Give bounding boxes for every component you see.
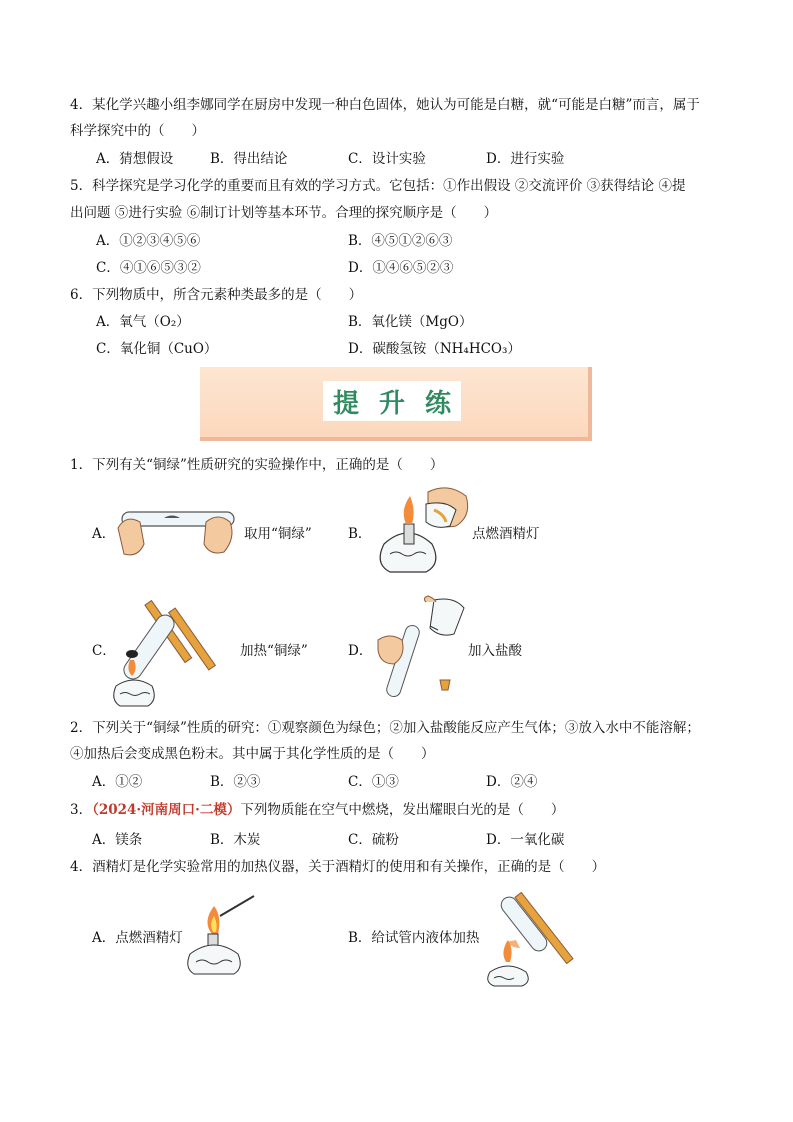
p4-fig-a-label: A．点燃酒精灯	[92, 930, 183, 946]
p3-option-b: B．木炭	[210, 832, 261, 848]
p3-option-d: D．一氧化碳	[486, 832, 565, 848]
p1-fig-b-label: 点燃酒精灯	[472, 526, 540, 542]
q6-option-a: A．氧气（O₂）	[96, 314, 190, 330]
q5-stem-line1: 5．科学探究是学习化学的重要而且有效的学习方式。它包括：①作出假设 ②交流评价 ③获得结论 ④提	[70, 178, 686, 194]
p3-stem-text: 下列物质能在空气中燃烧，发出耀眼白光的是（ ）	[240, 802, 565, 818]
p3-source-tag: （2024·河南周口·二模）	[92, 802, 241, 818]
q6-stem: 6．下列物质中，所含元素种类最多的是（ ）	[70, 287, 363, 303]
test-tube-hands-illustration	[114, 498, 244, 562]
banner-char-3: 练	[424, 388, 451, 419]
p1-fig-a-letter: A．	[92, 526, 116, 542]
p1-fig-d-label: 加入盐酸	[468, 643, 522, 659]
p3-option-c: C．硫粉	[348, 832, 399, 848]
p3-stem	[70, 800, 564, 820]
q5-option-d: D．①④⑥⑤②③	[348, 260, 454, 276]
q5-option-b: B．④⑤①②⑥③	[348, 233, 453, 249]
q4-stem-line2: 科学探究中的（ ）	[70, 123, 205, 139]
q6-option-d: D．碳酸氢铵（NH₄HCO₃）	[348, 341, 521, 357]
q6-option-c: C．氧化铜（CuO）	[96, 341, 218, 357]
q6-option-b: B．氧化镁（MgO）	[348, 314, 473, 330]
pour-acid-illustration	[374, 596, 474, 704]
p1-fig-b-letter: B．	[348, 526, 372, 542]
p1-fig-c-label: 加热“铜绿”	[240, 643, 308, 659]
q5-option-a: A．①②③④⑤⑥	[96, 233, 201, 249]
q4-option-a: A．猜想假设	[96, 151, 174, 167]
section-banner	[200, 367, 592, 441]
q5-stem-line2: 出问题 ⑤进行实验 ⑥制订计划等基本环节。合理的探究顺序是（ ）	[70, 205, 498, 221]
p1-stem: 1．下列有关“铜绿”性质研究的实验操作中，正确的是（ ）	[70, 457, 444, 473]
p2-stem-line1: 2．下列关于“铜绿”性质的研究：①观察颜色为绿色；②加入盐酸能反应产生气体；③放入水中不能溶解；	[70, 720, 700, 736]
section-banner-title	[323, 381, 461, 421]
p1-fig-a-label: 取用“铜绿”	[244, 526, 312, 542]
p2-option-c: C．①③	[348, 774, 399, 790]
q5-option-c: C．④①⑥⑤③②	[96, 260, 201, 276]
p4-fig-b-label: B．给试管内液体加热	[348, 930, 480, 946]
p2-option-d: D．②④	[486, 774, 538, 790]
p3-number: 3．	[70, 802, 93, 818]
heat-liquid-in-tube-illustration	[486, 886, 592, 988]
lamp-lit-by-match-illustration	[186, 894, 260, 976]
q4-option-b: B．得出结论	[210, 151, 288, 167]
q4-option-c: C．设计实验	[348, 151, 426, 167]
q4-option-d: D．进行实验	[486, 151, 565, 167]
banner-char-2: 升	[378, 388, 405, 419]
p1-fig-c-letter: C．	[92, 643, 116, 659]
p2-option-a: A．①②	[92, 774, 143, 790]
p2-option-b: B．②③	[210, 774, 261, 790]
q4-stem-line1: 4．某化学兴趣小组李娜同学在厨房中发现一种白色固体，她认为可能是白糖，就“可能是白糖”而言，属于	[70, 97, 700, 113]
p1-fig-d-letter: D．	[348, 643, 373, 659]
p4-stem: 4．酒精灯是化学实验常用的加热仪器，关于酒精灯的使用和有关操作，正确的是（ ）	[70, 859, 606, 875]
p2-stem-line2: ④加热后会变成黑色粉末。其中属于其化学性质的是（ ）	[70, 746, 435, 762]
p3-option-a: A．镁条	[92, 832, 143, 848]
lamp-lit-by-lamp-illustration	[370, 484, 475, 580]
heat-test-tube-illustration	[114, 594, 234, 708]
banner-char-1: 提	[332, 388, 359, 419]
